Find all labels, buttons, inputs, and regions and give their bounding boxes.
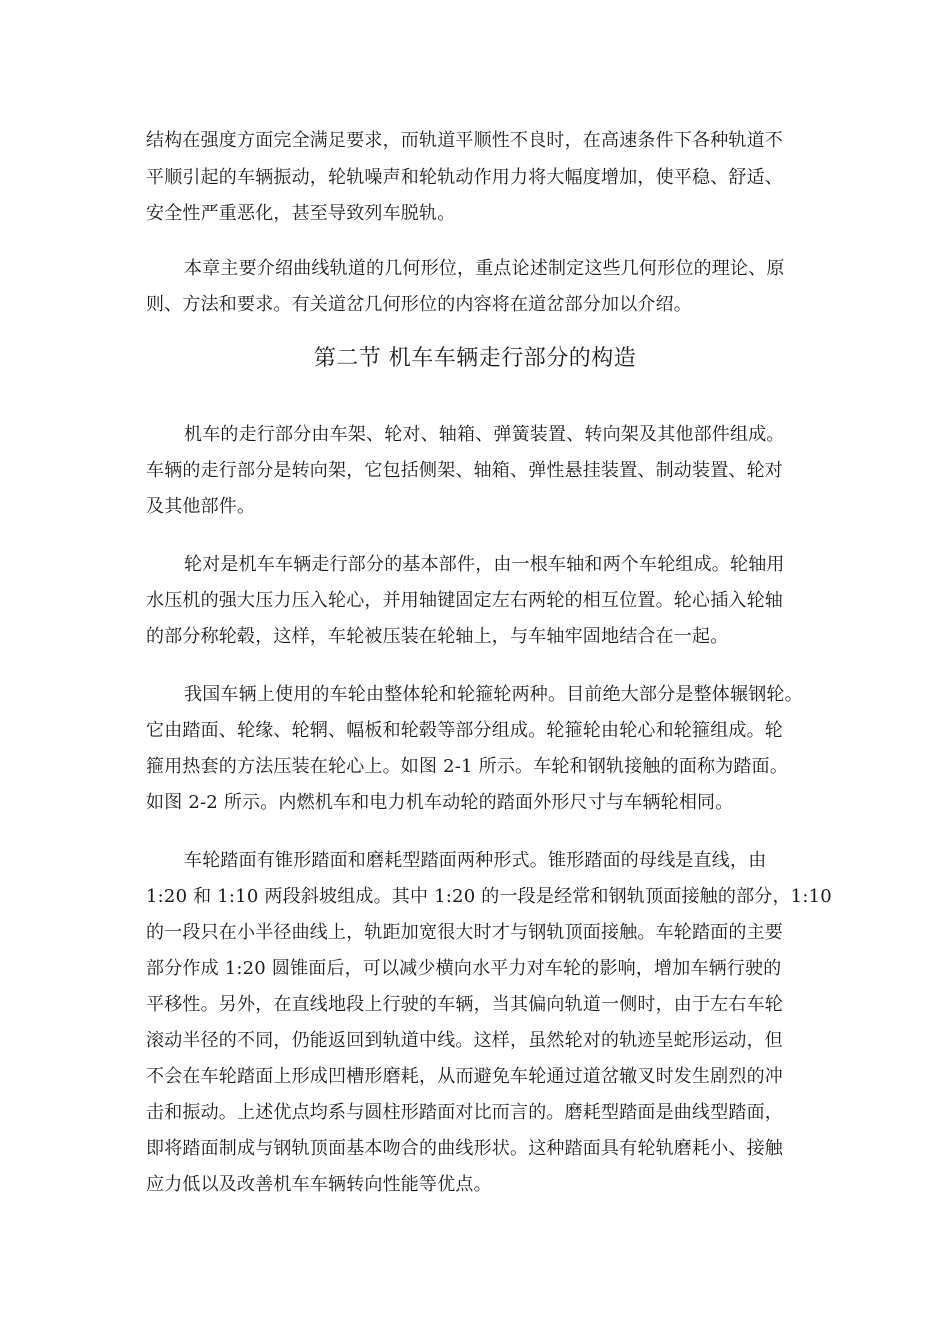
paragraph-line: 滚动半径的不同，仍能返回到轨道中线。这样，虽然轮对的轨迹呈蛇形运动，但: [146, 1030, 783, 1051]
paragraph-line: 水压机的强大压力压入轮心，并用轴键固定左右两轮的相互位置。轮心插入轮轴: [146, 590, 783, 611]
paragraph-line: 箍用热套的方法压装在轮心上。如图 2-1 所示。车轮和钢轨接触的面称为踏面。: [146, 756, 789, 777]
paragraph-line: 本章主要介绍曲线轨道的几何形位，重点论述制定这些几何形位的理论、原: [184, 258, 785, 279]
paragraph-line: 部分作成 1:20 圆锥面后，可以减少横向水平力对车轮的影响，增加车辆行驶的: [146, 958, 782, 979]
paragraph-line: 它由踏面、轮缘、轮辋、幅板和轮毂等部分组成。轮箍轮由轮心和轮箍组成。轮: [146, 720, 783, 741]
paragraph-line: 我国车辆上使用的车轮由整体轮和轮箍轮两种。目前绝大部分是整体辗钢轮。: [184, 684, 803, 705]
paragraph-line: 平移性。另外，在直线地段上行驶的车辆，当其偏向轨道一侧时，由于左右车轮: [146, 994, 783, 1015]
paragraph-line: 机车的走行部分由车架、轮对、轴箱、弹簧装置、转向架及其他部件组成。: [184, 424, 785, 445]
paragraph-line: 结构在强度方面完全满足要求，而轨道平顺性不良时，在高速条件下各种轨道不: [146, 130, 783, 151]
paragraph-line: 安全性严重恶化，甚至导致列车脱轨。: [146, 203, 456, 224]
paragraph-line: 应力低以及改善机车车辆转向性能等优点。: [146, 1174, 492, 1195]
section-heading: 第二节 机车车辆走行部分的构造: [313, 346, 637, 371]
paragraph-line: 不会在车轮踏面上形成凹槽形磨耗，从而避免车轮通过道岔辙叉时发生剧烈的冲: [146, 1066, 783, 1087]
paragraph-line: 的部分称轮毂，这样，车轮被压装在轮轴上，与车轴牢固地结合在一起。: [146, 626, 729, 647]
paragraph-line: 轮对是机车车辆走行部分的基本部件，由一根车轴和两个车轮组成。轮轴用: [184, 554, 785, 575]
paragraph-line: 如图 2-2 所示。内燃机车和电力机车动轮的踏面外形尺寸与车辆轮相同。: [146, 792, 734, 813]
paragraph-line: 1:20 和 1:10 两段斜坡组成。其中 1:20 的一段是经常和钢轨顶面接触的部分，1:10: [146, 886, 832, 907]
paragraph-line: 车轮踏面有锥形踏面和磨耗型踏面两种形式。锥形踏面的母线是直线，由: [184, 850, 767, 871]
paragraph-line: 平顺引起的车辆振动，轮轨噪声和轮轨动作用力将大幅度增加，使平稳、舒适、: [146, 167, 783, 188]
paragraph-line: 即将踏面制成与钢轨顶面基本吻合的曲线形状。这种踏面具有轮轨磨耗小、接触: [146, 1138, 783, 1159]
paragraph-line: 的一段只在小半径曲线上，轨距加宽很大时才与钢轨顶面接触。车轮踏面的主要: [146, 922, 783, 943]
paragraph-line: 车辆的走行部分是转向架，它包括侧架、轴箱、弹性悬挂装置、制动装置、轮对: [146, 460, 783, 481]
paragraph-line: 则、方法和要求。有关道岔几何形位的内容将在道岔部分加以介绍。: [146, 294, 692, 315]
paragraph-line: 击和振动。上述优点均系与圆柱形踏面对比而言的。磨耗型踏面是曲线型踏面，: [146, 1102, 783, 1123]
paragraph-line: 及其他部件。: [146, 496, 256, 517]
